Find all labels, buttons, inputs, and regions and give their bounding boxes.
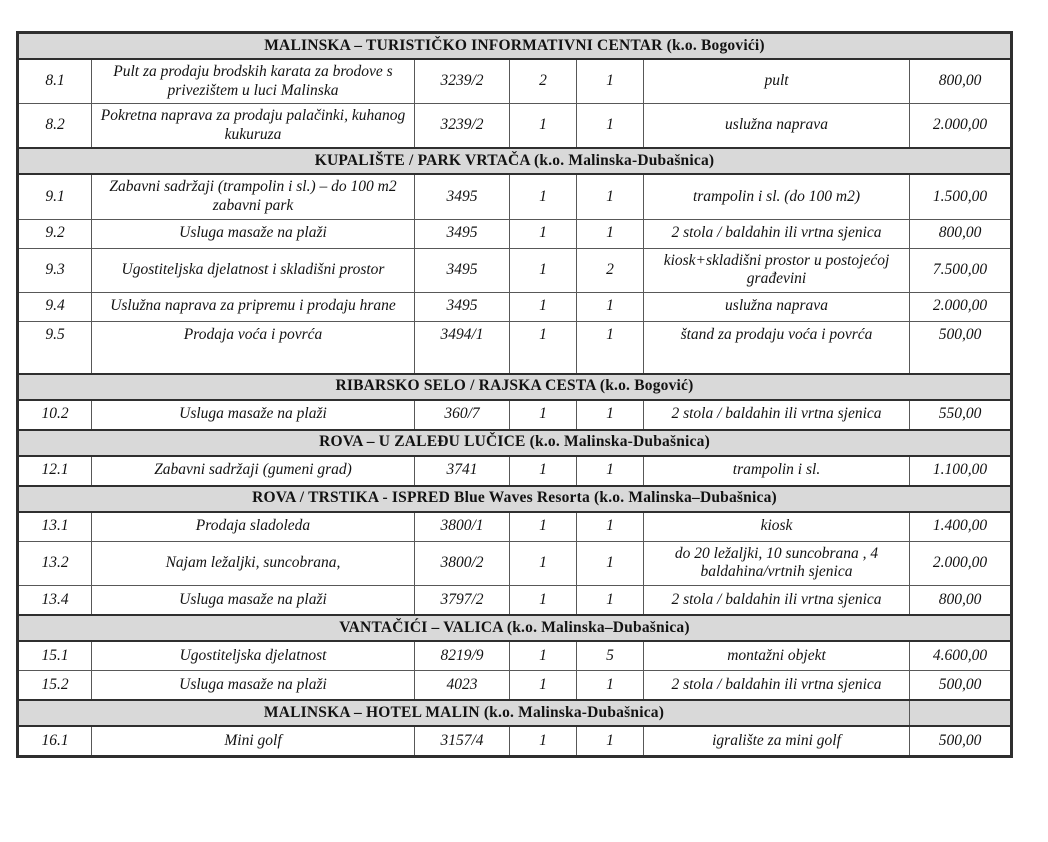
qty1-cell: 1 <box>510 248 577 292</box>
section-header-row <box>18 430 1012 456</box>
price-cell: 550,00 <box>910 400 1012 430</box>
row-id-cell: 15.1 <box>18 641 92 671</box>
equipment-cell: uslužna naprava <box>644 292 910 321</box>
qty1-cell: 1 <box>510 104 577 149</box>
qty1-cell: 1 <box>510 585 577 615</box>
section-header-row <box>18 148 1012 174</box>
section-title: ROVA / TRSTIKA - ISPRED Blue Waves Resorta (k.o. Malinska–Dubašnica) <box>18 486 1012 512</box>
parcel-cell: 360/7 <box>415 400 510 430</box>
qty2-cell: 1 <box>577 321 644 374</box>
table-row <box>18 104 1012 149</box>
price-cell: 800,00 <box>910 585 1012 615</box>
row-id-cell: 8.1 <box>18 59 92 104</box>
price-cell: 2.000,00 <box>910 292 1012 321</box>
parcel-cell: 8219/9 <box>415 641 510 671</box>
row-id-cell: 9.5 <box>18 321 92 374</box>
description-cell: Mini golf <box>92 726 415 757</box>
description-cell: Usluga masaže na plaži <box>92 585 415 615</box>
equipment-cell: igralište za mini golf <box>644 726 910 757</box>
description-cell: Pult za prodaju brodskih karata za brodove s privezištem u luci Malinska <box>92 59 415 104</box>
table-row <box>18 641 1012 671</box>
price-cell: 2.000,00 <box>910 541 1012 585</box>
equipment-cell: 2 stola / baldahin ili vrtna sjenica <box>644 585 910 615</box>
row-id-cell: 9.4 <box>18 292 92 321</box>
row-id-cell: 13.1 <box>18 512 92 542</box>
table-row <box>18 292 1012 321</box>
qty2-cell: 1 <box>577 670 644 700</box>
qty1-cell: 2 <box>510 59 577 104</box>
qty1-cell: 1 <box>510 292 577 321</box>
qty2-cell: 1 <box>577 585 644 615</box>
table-row <box>18 670 1012 700</box>
row-id-cell: 10.2 <box>18 400 92 430</box>
qty1-cell: 1 <box>510 512 577 542</box>
row-id-cell: 13.4 <box>18 585 92 615</box>
qty2-cell: 1 <box>577 726 644 757</box>
equipment-cell: montažni objekt <box>644 641 910 671</box>
row-id-cell: 9.1 <box>18 174 92 219</box>
parcel-cell: 3239/2 <box>415 104 510 149</box>
qty2-cell: 1 <box>577 292 644 321</box>
equipment-cell: pult <box>644 59 910 104</box>
concessions-table-body <box>18 33 1012 757</box>
table-row <box>18 726 1012 757</box>
parcel-cell: 3494/1 <box>415 321 510 374</box>
price-cell: 1.500,00 <box>910 174 1012 219</box>
row-id-cell: 12.1 <box>18 456 92 486</box>
parcel-cell: 3800/2 <box>415 541 510 585</box>
section-header-row <box>18 374 1012 400</box>
price-cell: 4.600,00 <box>910 641 1012 671</box>
parcel-cell: 3157/4 <box>415 726 510 757</box>
equipment-cell: štand za prodaju voća i povrća <box>644 321 910 374</box>
parcel-cell: 3239/2 <box>415 59 510 104</box>
qty2-cell: 1 <box>577 59 644 104</box>
equipment-cell: trampolin i sl. <box>644 456 910 486</box>
concessions-table <box>16 31 1013 758</box>
section-title: ROVA – U ZALEĐU LUČICE (k.o. Malinska-Dubašnica) <box>18 430 1012 456</box>
parcel-cell: 3797/2 <box>415 585 510 615</box>
qty1-cell: 1 <box>510 400 577 430</box>
section-title: MALINSKA – HOTEL MALIN (k.o. Malinska-Dubašnica) <box>18 700 910 726</box>
row-id-cell: 9.3 <box>18 248 92 292</box>
qty2-cell: 5 <box>577 641 644 671</box>
row-id-cell: 15.2 <box>18 670 92 700</box>
price-cell: 500,00 <box>910 726 1012 757</box>
equipment-cell: kiosk+skladišni prostor u postojećoj građevini <box>644 248 910 292</box>
price-cell: 7.500,00 <box>910 248 1012 292</box>
price-cell: 1.100,00 <box>910 456 1012 486</box>
description-cell: Najam ležaljki, suncobrana, <box>92 541 415 585</box>
qty1-cell: 1 <box>510 174 577 219</box>
description-cell: Usluga masaže na plaži <box>92 400 415 430</box>
equipment-cell: trampolin i sl. (do 100 m2) <box>644 174 910 219</box>
price-cell: 800,00 <box>910 219 1012 248</box>
qty1-cell: 1 <box>510 541 577 585</box>
table-row <box>18 219 1012 248</box>
table-row <box>18 541 1012 585</box>
equipment-cell: kiosk <box>644 512 910 542</box>
qty1-cell: 1 <box>510 219 577 248</box>
description-cell: Usluga masaže na plaži <box>92 219 415 248</box>
qty1-cell: 1 <box>510 726 577 757</box>
section-title: MALINSKA – TURISTIČKO INFORMATIVNI CENTAR (k.o. Bogovići) <box>18 33 1012 60</box>
qty2-cell: 1 <box>577 104 644 149</box>
section-header-row <box>18 700 1012 726</box>
description-cell: Ugostiteljska djelatnost i skladišni prostor <box>92 248 415 292</box>
qty2-cell: 2 <box>577 248 644 292</box>
description-cell: Pokretna naprava za prodaju palačinki, kuhanog kukuruza <box>92 104 415 149</box>
description-cell: Zabavni sadržaji (trampolin i sl.) – do 100 m2 zabavni park <box>92 174 415 219</box>
price-cell: 2.000,00 <box>910 104 1012 149</box>
price-cell: 1.400,00 <box>910 512 1012 542</box>
qty2-cell: 1 <box>577 400 644 430</box>
price-cell: 500,00 <box>910 670 1012 700</box>
row-id-cell: 9.2 <box>18 219 92 248</box>
section-header-row <box>18 486 1012 512</box>
description-cell: Zabavni sadržaji (gumeni grad) <box>92 456 415 486</box>
equipment-cell: 2 stola / baldahin ili vrtna sjenica <box>644 400 910 430</box>
section-title: KUPALIŠTE / PARK VRTAČA (k.o. Malinska-Dubašnica) <box>18 148 1012 174</box>
description-cell: Prodaja voća i povrća <box>92 321 415 374</box>
parcel-cell: 3741 <box>415 456 510 486</box>
parcel-cell: 3800/1 <box>415 512 510 542</box>
qty1-cell: 1 <box>510 456 577 486</box>
equipment-cell: 2 stola / baldahin ili vrtna sjenica <box>644 670 910 700</box>
row-id-cell: 13.2 <box>18 541 92 585</box>
equipment-cell: do 20 ležaljki, 10 suncobrana , 4 baldahina/vrtnih sjenica <box>644 541 910 585</box>
section-header-row <box>18 615 1012 641</box>
parcel-cell: 3495 <box>415 248 510 292</box>
table-row <box>18 59 1012 104</box>
row-id-cell: 8.2 <box>18 104 92 149</box>
table-row <box>18 512 1012 542</box>
table-row <box>18 248 1012 292</box>
table-row <box>18 585 1012 615</box>
section-title: VANTAČIĆI – VALICA (k.o. Malinska–Dubašnica) <box>18 615 1012 641</box>
description-cell: Usluga masaže na plaži <box>92 670 415 700</box>
equipment-cell: 2 stola / baldahin ili vrtna sjenica <box>644 219 910 248</box>
equipment-cell: uslužna naprava <box>644 104 910 149</box>
price-cell: 800,00 <box>910 59 1012 104</box>
qty2-cell: 1 <box>577 512 644 542</box>
parcel-cell: 3495 <box>415 174 510 219</box>
table-row <box>18 174 1012 219</box>
row-id-cell: 16.1 <box>18 726 92 757</box>
qty2-cell: 1 <box>577 174 644 219</box>
description-cell: Ugostiteljska djelatnost <box>92 641 415 671</box>
parcel-cell: 3495 <box>415 292 510 321</box>
section-title: RIBARSKO SELO / RAJSKA CESTA (k.o. Bogović) <box>18 374 1012 400</box>
qty1-cell: 1 <box>510 670 577 700</box>
description-cell: Prodaja sladoleda <box>92 512 415 542</box>
section-spacer-cell <box>910 700 1012 726</box>
section-header-row <box>18 33 1012 60</box>
parcel-cell: 4023 <box>415 670 510 700</box>
table-row <box>18 400 1012 430</box>
table-row <box>18 456 1012 486</box>
parcel-cell: 3495 <box>415 219 510 248</box>
price-cell: 500,00 <box>910 321 1012 374</box>
qty2-cell: 1 <box>577 456 644 486</box>
qty1-cell: 1 <box>510 641 577 671</box>
qty2-cell: 1 <box>577 219 644 248</box>
qty1-cell: 1 <box>510 321 577 374</box>
qty2-cell: 1 <box>577 541 644 585</box>
table-row <box>18 321 1012 374</box>
description-cell: Uslužna naprava za pripremu i prodaju hrane <box>92 292 415 321</box>
